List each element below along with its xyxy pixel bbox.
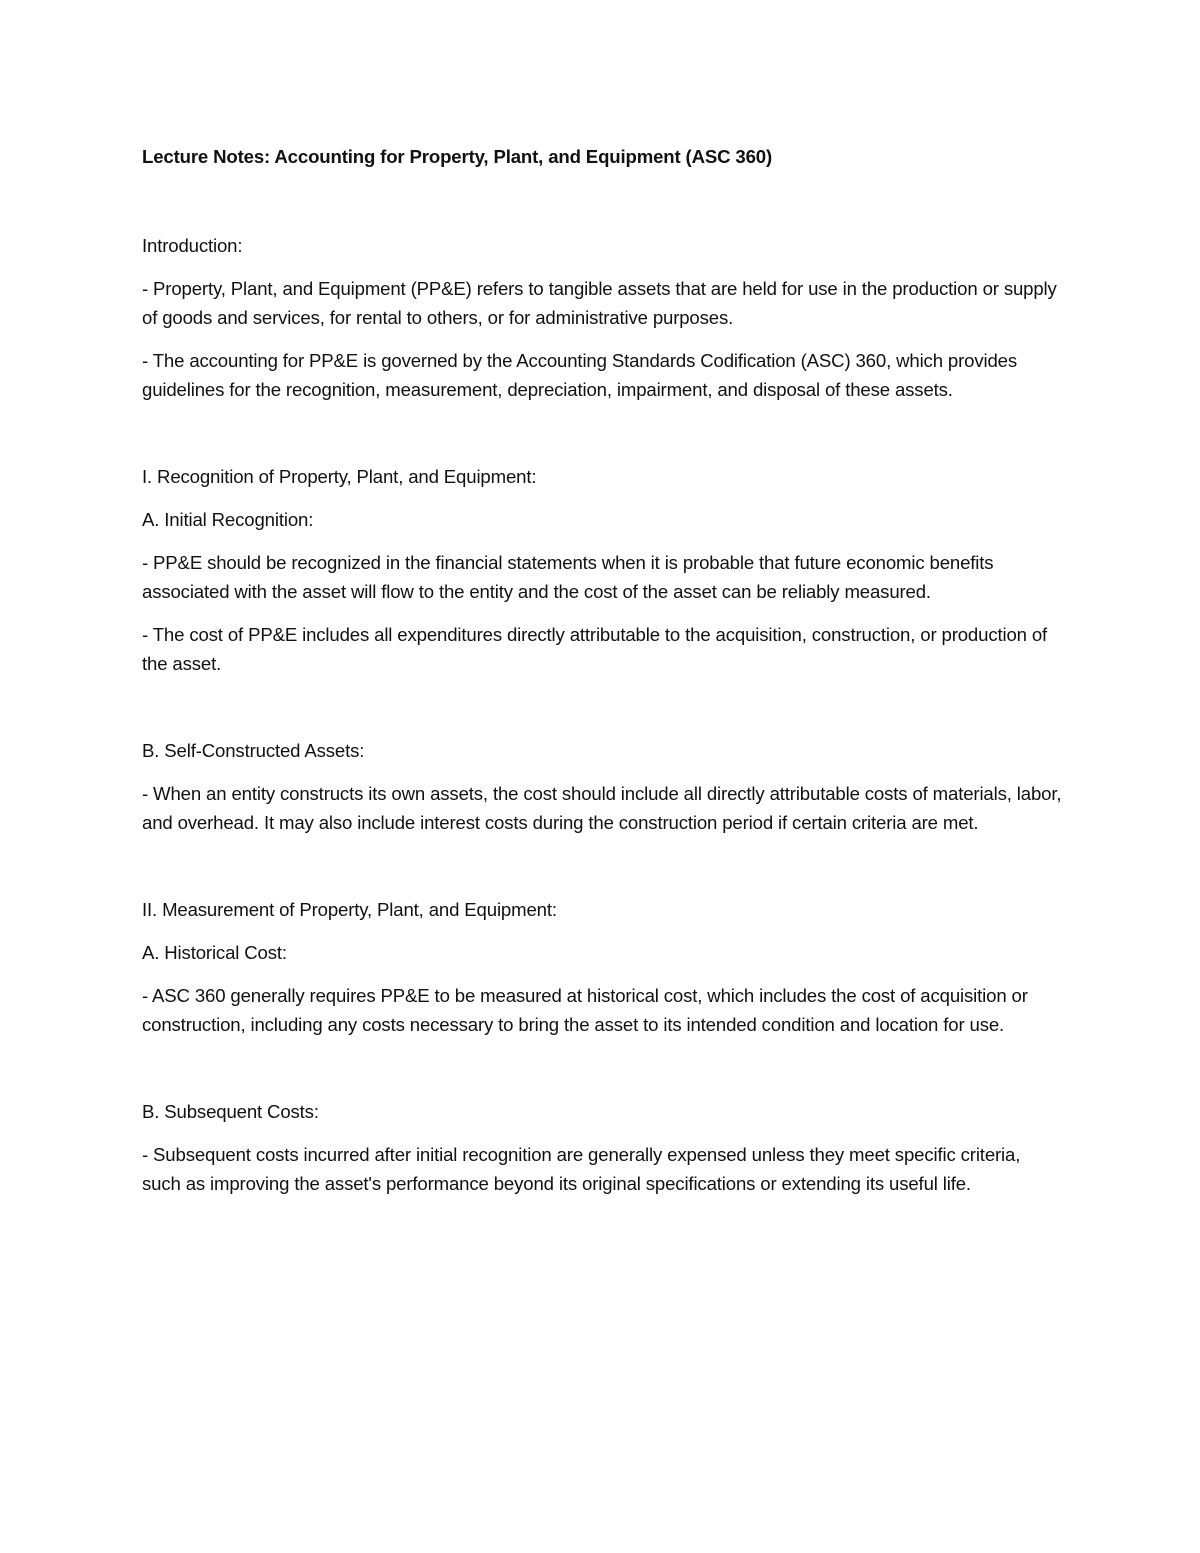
introduction-heading: Introduction: — [142, 235, 243, 256]
body-paragraph: - Subsequent costs incurred after initial recognition are generally expensed unless they meet specific criteria, such as improving the asset's performance beyond its original specifications or extending its useful life. — [142, 1144, 1021, 1194]
body-paragraph: - When an entity constructs its own assets, the cost should include all directly attributable costs of materials, labor, and overhead. It may also include interest costs during the construction period if certain criteria are met. — [142, 783, 1062, 833]
body-paragraph: - ASC 360 generally requires PP&E to be measured at historical cost, which includes the cost of acquisition or construction, including any costs necessary to bring the asset to its intended condition and location for use. — [142, 985, 1028, 1035]
subsection-heading-subsequent-costs: B. Subsequent Costs: — [142, 1101, 319, 1122]
subsection-heading-self-constructed: B. Self-Constructed Assets: — [142, 740, 365, 761]
document-title: Lecture Notes: Accounting for Property, Plant, and Equipment (ASC 360) — [142, 146, 773, 167]
body-paragraph: - PP&E should be recognized in the financial statements when it is probable that future economic benefits associated with the asset will flow to the entity and the cost of the asset can be reliably measured. — [142, 552, 994, 602]
subsection-heading-initial-recognition: A. Initial Recognition: — [142, 509, 314, 530]
introduction-paragraph: - The accounting for PP&E is governed by the Accounting Standards Codification (ASC) 360, which provides guidelines for the recognition, measurement, depreciation, impairment, and disposal of these assets. — [142, 350, 1017, 400]
document-body — [142, 142, 1062, 1198]
section-heading-recognition: I. Recognition of Property, Plant, and Equipment: — [142, 466, 537, 487]
introduction-paragraph: - Property, Plant, and Equipment (PP&E) refers to tangible assets that are held for use in the production or supply of goods and services, for rental to others, or for administrative purposes. — [142, 278, 1057, 328]
subsection-heading-historical-cost: A. Historical Cost: — [142, 942, 287, 963]
section-heading-measurement: II. Measurement of Property, Plant, and Equipment: — [142, 899, 557, 920]
body-paragraph: - The cost of PP&E includes all expenditures directly attributable to the acquisition, construction, or production of the asset. — [142, 624, 1048, 674]
